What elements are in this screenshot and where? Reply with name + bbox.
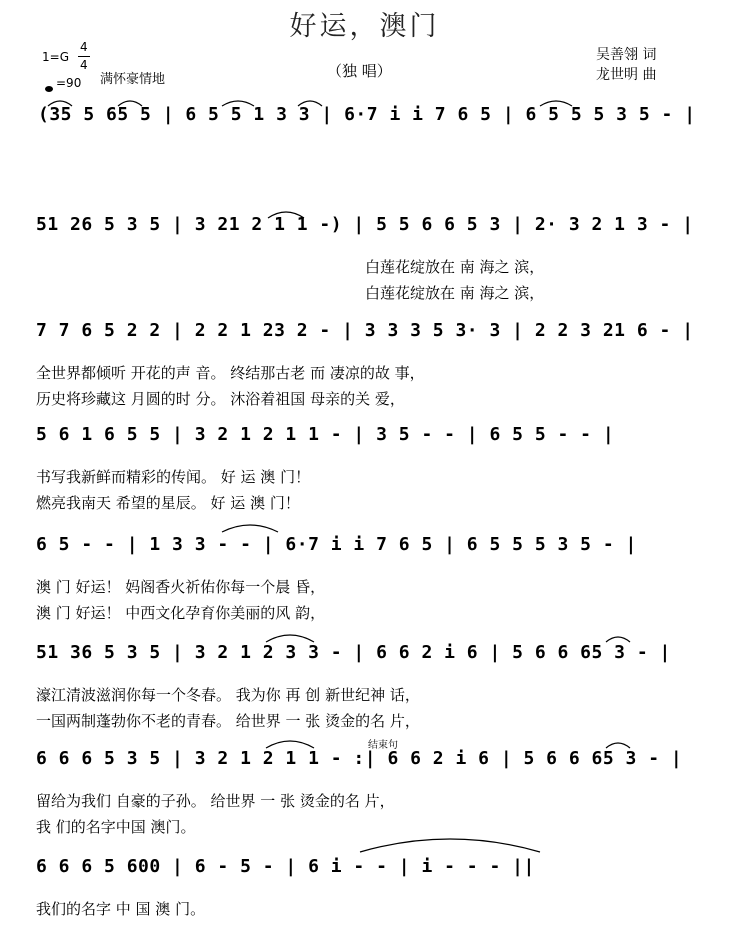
ending-label: 结束句	[368, 740, 398, 751]
song-title: 好运，澳门	[289, 11, 440, 42]
lyrics-line-5-verse-2: 澳 门 好运！ 中西文化孕育你美丽的风 韵，	[36, 604, 326, 622]
notation-line-2: 51 26 5 3 5 | 3 21 2 1 1 -) | 5 5 6 6 5 3 | 2· 3 2 1 3 - |	[36, 214, 694, 235]
lyrics-line-2-verse-2: 白莲花绽放在 南 海之 滨，	[365, 284, 545, 302]
notation-line-3: 7 7 6 5 2 2 | 2 2 1 23 2 - | 3 3 3 5 3· 3 | 2 2 3 21 6 - |	[36, 320, 694, 341]
lyrics-line-4-verse-2: 燃亮我南天 希望的星辰。 好 运 澳 门！	[36, 494, 300, 512]
time-signature-bottom: 4	[80, 58, 88, 72]
notation-line-6: 51 36 5 3 5 | 3 2 1 2 3 3 - | 6 6 2 i 6 | 5 6 6 65 3 - |	[36, 642, 671, 663]
notation-line-1: (35 5 65 5 | 6 5 5 1 3 3 | 6·7 i i 7 6 5 | 6 5 5 5 3 5 - |	[38, 104, 696, 125]
lyrics-line-7-verse-2: 我 们的名字中国 澳门。	[36, 818, 196, 836]
composer-credit: 龙世明 曲	[596, 67, 657, 83]
notation-line-4: 5 6 1 6 5 5 | 3 2 1 2 1 1 - | 3 5 - - | 6 5 5 - - |	[36, 424, 615, 445]
notation-line-5: 6 5 - - | 1 3 3 - - | 6·7 i i 7 6 5 | 6 5 5 5 3 5 - |	[36, 534, 637, 555]
lyrics-line-6-verse-2: 一国两制蓬勃你不老的青春。 给世界 一 张 烫金的名 片，	[36, 712, 420, 730]
notation-line-7: 6 6 6 5 3 5 | 3 2 1 2 1 1 - :| 6 6 2 i 6 | 5 6 6 65 3 - |	[36, 748, 683, 769]
lyricist-credit: 吴善翎 词	[596, 47, 657, 63]
song-subtitle: （独 唱）	[327, 62, 392, 80]
key-signature: 1=G	[42, 50, 69, 64]
lyrics-line-2-verse-1: 白莲花绽放在 南 海之 滨，	[365, 258, 545, 276]
expression-marking: 满怀豪情地	[100, 72, 166, 87]
lyrics-line-3-verse-1: 全世界都倾听 开花的声 音。 终结那古老 而 凄凉的故 事，	[36, 364, 425, 382]
lyrics-line-7-verse-1: 留给为我们 自豪的子孙。 给世界 一 张 烫金的名 片，	[36, 792, 395, 810]
tempo-marking: =90	[56, 76, 82, 90]
time-signature-top: 4	[80, 40, 88, 54]
lyrics-line-5-verse-1: 澳 门 好运！ 妈阁香火祈佑你每一个晨 昏，	[36, 578, 326, 596]
lyrics-line-3-verse-2: 历史将珍藏这 月圆的时 分。 沐浴着祖国 母亲的关 爱，	[36, 390, 405, 408]
lyrics-line-4-verse-1: 书写我新鲜而精彩的传闻。 好 运 澳 门！	[36, 468, 311, 486]
notation-line-8: 6 6 6 5 600 | 6 - 5 - | 6 i - - | i - - - ||	[36, 856, 535, 877]
lyrics-line-8-verse-1: 我们的名字 中 国 澳 门。	[36, 900, 206, 918]
lyrics-line-6-verse-1: 濠江清波滋润你每一个冬春。 我为你 再 创 新世纪神 话，	[36, 686, 420, 704]
